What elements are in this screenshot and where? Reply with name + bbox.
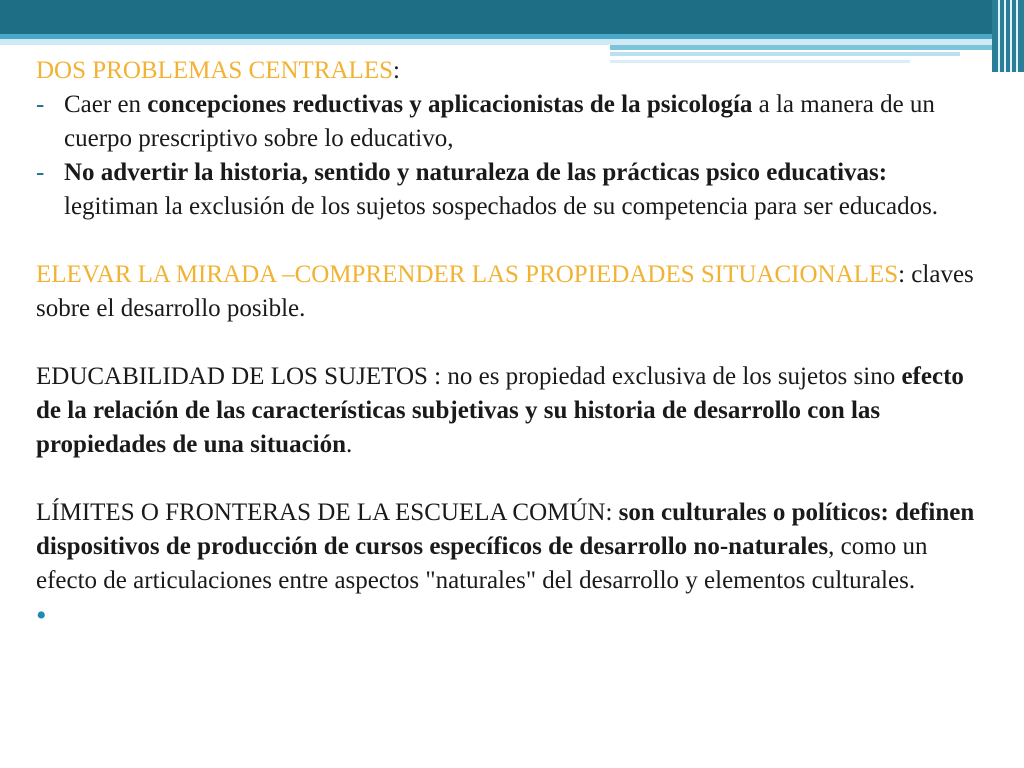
header-vertical-bars — [992, 0, 1024, 72]
heading-line: DOS PROBLEMAS CENTRALES: — [36, 57, 400, 84]
slide-body — [36, 54, 986, 632]
paragraph-educabilidad: EDUCABILIDAD DE LOS SUJETOS : no es propiedad exclusiva de los sujetos sino efecto de la relación de las características subjetivas y su historia de desarrollo con las propiedades de una situación. — [36, 363, 964, 458]
bullet-dash: - — [36, 91, 45, 118]
section-heading: DOS PROBLEMAS CENTRALES — [36, 57, 393, 84]
bullet-dash: - — [36, 159, 45, 186]
header-band — [0, 0, 1024, 34]
empty-bullet: • — [36, 599, 47, 632]
list-item: - Caer en concepciones reductivas y aplicacionistas de la psicología a la manera de un cuerpo prescriptivo sobre lo educativo, — [36, 88, 986, 156]
header-stripe-3 — [610, 45, 1000, 50]
list-item: - No advertir la historia, sentido y naturaleza de las prácticas psico educativas: legitiman la exclusión de los sujetos sospechados de su competencia para ser educados. — [36, 156, 986, 224]
paragraph-limites: LÍMITES O FRONTERAS DE LA ESCUELA COMÚN: son culturales o políticos: definen dispositivos de producción de cursos específicos de desarrollo no-naturales, como un efecto de articulaciones entre aspectos "naturales" del desarrollo y elementos culturales. — [36, 499, 975, 594]
paragraph-elevar: ELEVAR LA MIRADA –COMPRENDER LAS PROPIEDADES SITUACIONALES: claves sobre el desarrollo posible. — [36, 261, 974, 322]
